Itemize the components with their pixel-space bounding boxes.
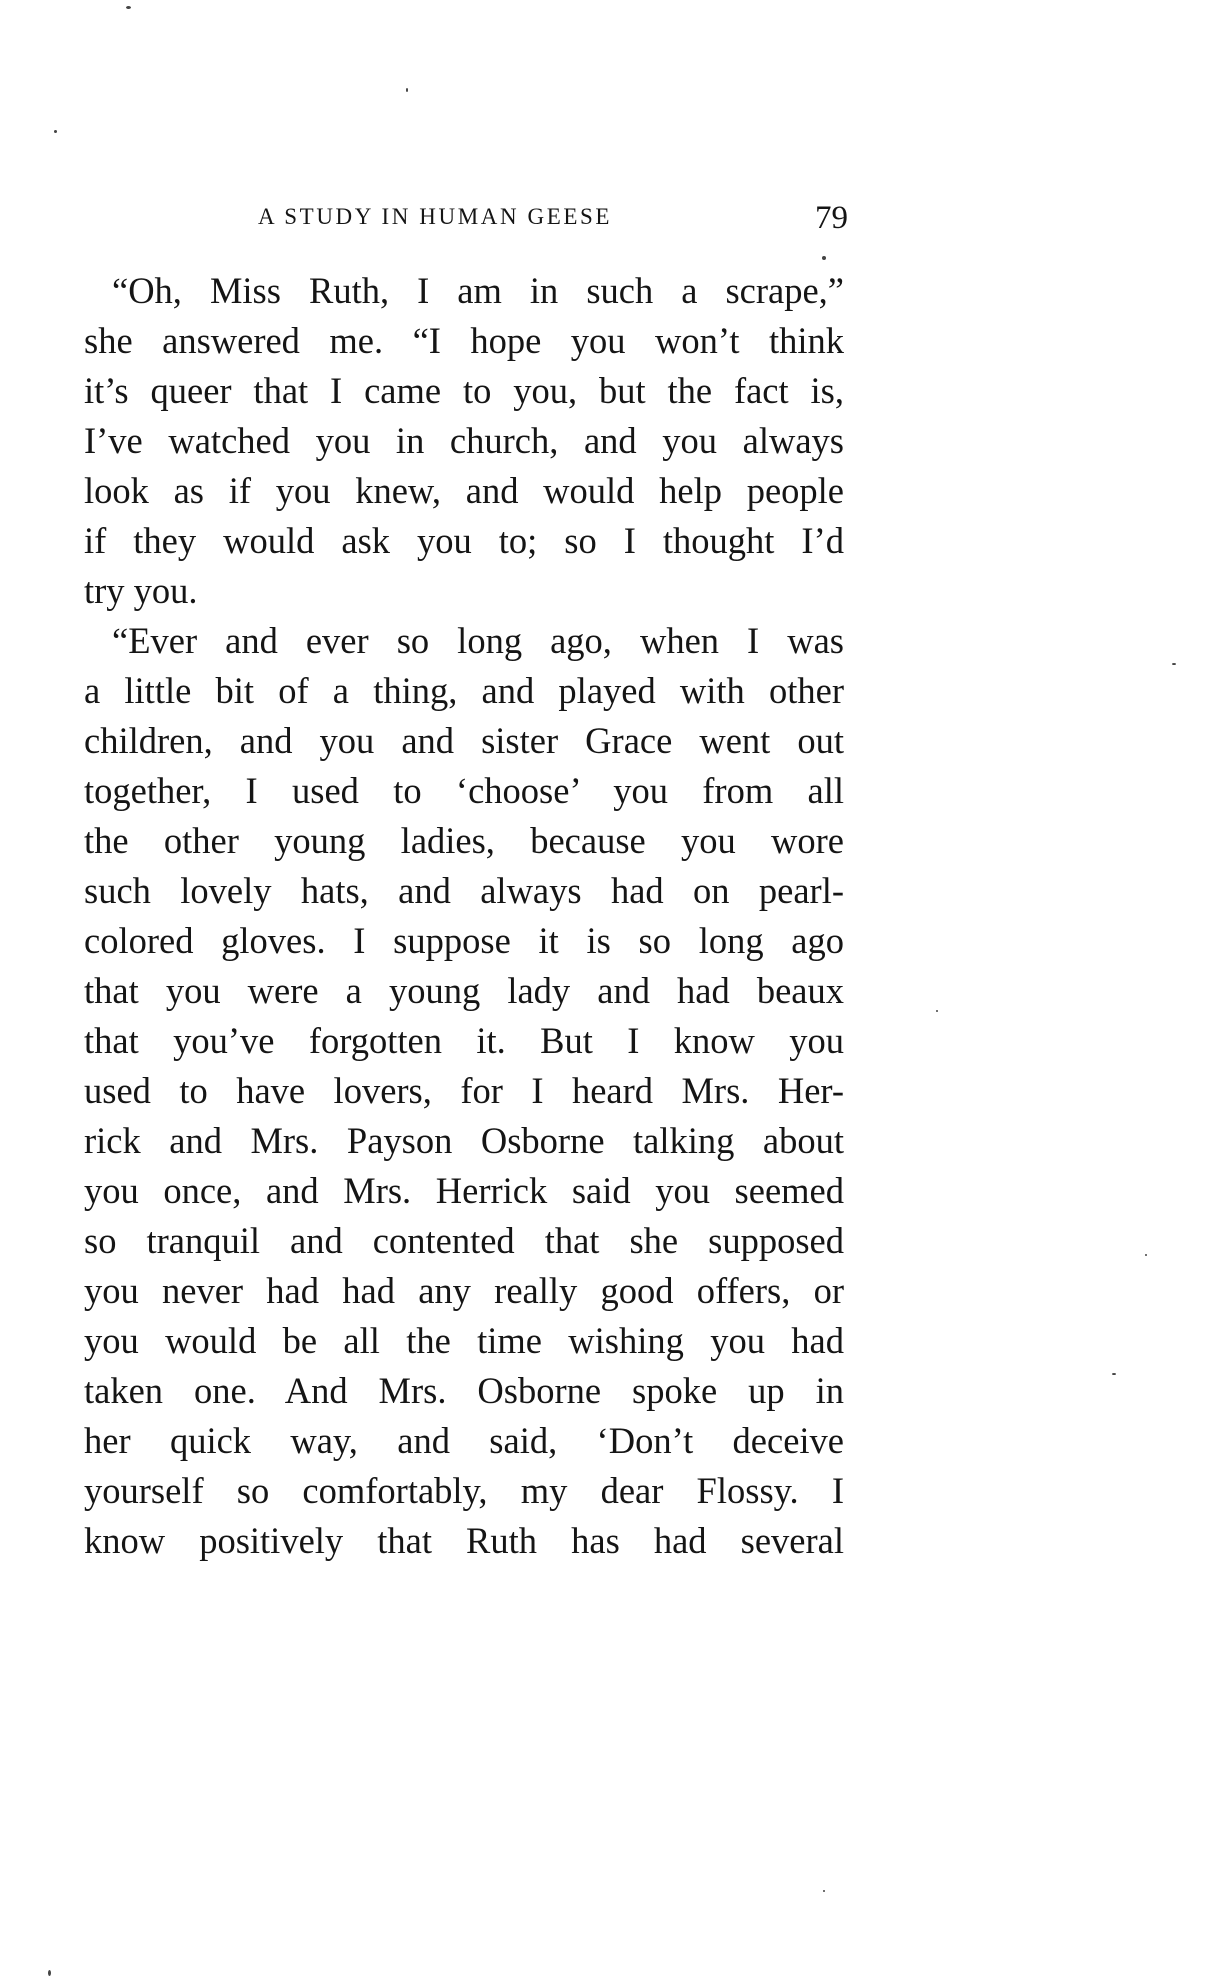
scan-speck bbox=[1112, 1373, 1116, 1375]
body-text bbox=[84, 266, 844, 1566]
text-line: it’s queer that I came to you, but the fact is, bbox=[84, 370, 844, 411]
text-line: children, and you and sister Grace went out bbox=[84, 720, 844, 761]
text-line: colored gloves. I suppose it is so long ago bbox=[84, 920, 844, 961]
text-line: “Oh, Miss Ruth, I am in such a scrape,” bbox=[112, 270, 844, 311]
text-line: used to have lovers, for I heard Mrs. Her- bbox=[84, 1070, 844, 1111]
text-line: yourself so comfortably, my dear Flossy. I bbox=[84, 1470, 844, 1511]
scan-speck bbox=[406, 88, 408, 92]
text-line: that you’ve forgotten it. But I know you bbox=[84, 1020, 844, 1061]
text-line: you once, and Mrs. Herrick said you seemed bbox=[84, 1170, 844, 1211]
text-line: rick and Mrs. Payson Osborne talking about bbox=[84, 1120, 844, 1161]
text-line: if they would ask you to; so I thought I’d bbox=[84, 520, 844, 561]
text-line: that you were a young lady and had beaux bbox=[84, 970, 844, 1011]
scan-speck bbox=[1172, 663, 1176, 665]
scan-speck bbox=[822, 256, 826, 260]
page-header bbox=[258, 200, 848, 244]
text-line: I’ve watched you in church, and you always bbox=[84, 420, 844, 461]
scan-speck bbox=[936, 1010, 938, 1012]
scan-speck bbox=[1145, 1254, 1147, 1256]
text-line: know positively that Ruth has had several bbox=[84, 1520, 844, 1561]
text-line: you would be all the time wishing you had bbox=[84, 1320, 844, 1361]
text-line: a little bit of a thing, and played with other bbox=[84, 670, 844, 711]
text-line: look as if you knew, and would help people bbox=[84, 470, 844, 511]
page-number: 79 bbox=[815, 200, 848, 236]
text-line: you never had had any really good offers, or bbox=[84, 1270, 844, 1311]
text-line: such lovely hats, and always had on pearl- bbox=[84, 870, 844, 911]
text-line: “Ever and ever so long ago, when I was bbox=[112, 620, 844, 661]
text-line: taken one. And Mrs. Osborne spoke up in bbox=[84, 1370, 844, 1411]
running-head: A STUDY IN HUMAN GEESE bbox=[258, 204, 613, 229]
text-line: the other young ladies, because you wore bbox=[84, 820, 844, 861]
scan-speck bbox=[54, 130, 57, 133]
text-line: she answered me. “I hope you won’t think bbox=[84, 320, 844, 361]
text-line: try you. bbox=[84, 570, 198, 611]
text-line: her quick way, and said, ‘Don’t deceive bbox=[84, 1420, 844, 1461]
text-line: so tranquil and contented that she supposed bbox=[84, 1220, 844, 1261]
text-line: together, I used to ‘choose’ you from all bbox=[84, 770, 844, 811]
scan-speck bbox=[126, 6, 131, 9]
scan-speck bbox=[823, 1890, 825, 1892]
scan-speck bbox=[48, 1970, 51, 1976]
